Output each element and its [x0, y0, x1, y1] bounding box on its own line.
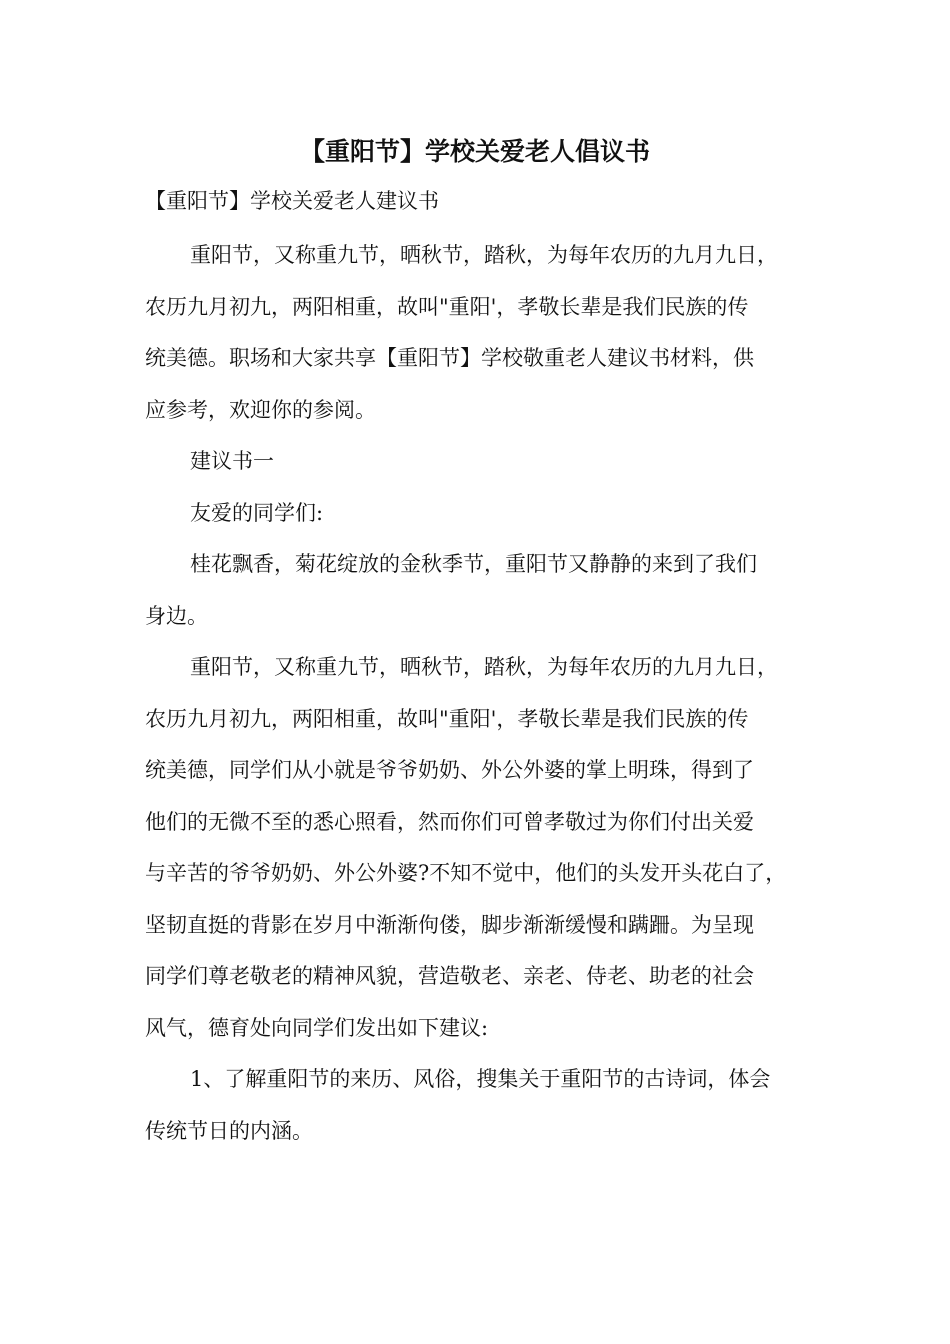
body-paragraph: 桂花飘香，菊花绽放的金秋季节，重阳节又静静的来到了我们 身边。 [145, 552, 757, 628]
document-body [145, 230, 825, 1157]
intro-paragraph: 重阳节，又称重九节，晒秋节，踏秋，为每年农历的九月九日， 农历九月初九，两阳相重，故叫"重阳'，孝敬长辈是我们民族的传 统美德。职场和大家共享【重阳节】学校敬重老人建议书材料，供 应参考，欢迎你的参阅。 [145, 243, 778, 422]
body-paragraph: 重阳节，又称重九节，晒秋节，踏秋，为每年农历的九月九日， 农历九月初九，两阳相重，故叫"重阳'，孝敬长辈是我们民族的传 统美德，同学们从小就是爷爷奶奶、外公外婆的掌上明珠，得到了 他们的无微不至的悉心照看，然而你们可曾孝敬过为你们付出关爱 与辛苦的爷爷奶奶、外公外婆?不知不觉中，他们的头发开头花白了， 坚韧直挺的背影在岁月中渐渐佝偻，脚步渐渐缓慢和蹒跚。为呈现 同学们尊老敬老的精神风貌，营造敬老、亲老、侍老、助老的社会 风气，德育处向同学们发出如下建议: [145, 655, 787, 1040]
document-subtitle: 【重阳节】学校关爱老人建议书 [145, 189, 439, 213]
suggestion-item: 1、了解重阳节的来历、风俗，搜集关于重阳节的古诗词，体会 传统节日的内涵。 [145, 1067, 771, 1143]
salutation: 友爱的同学们: [190, 500, 324, 525]
document-title: 【重阳节】学校关爱老人倡议书 [299, 137, 650, 166]
section-heading: 建议书一 [190, 449, 274, 473]
